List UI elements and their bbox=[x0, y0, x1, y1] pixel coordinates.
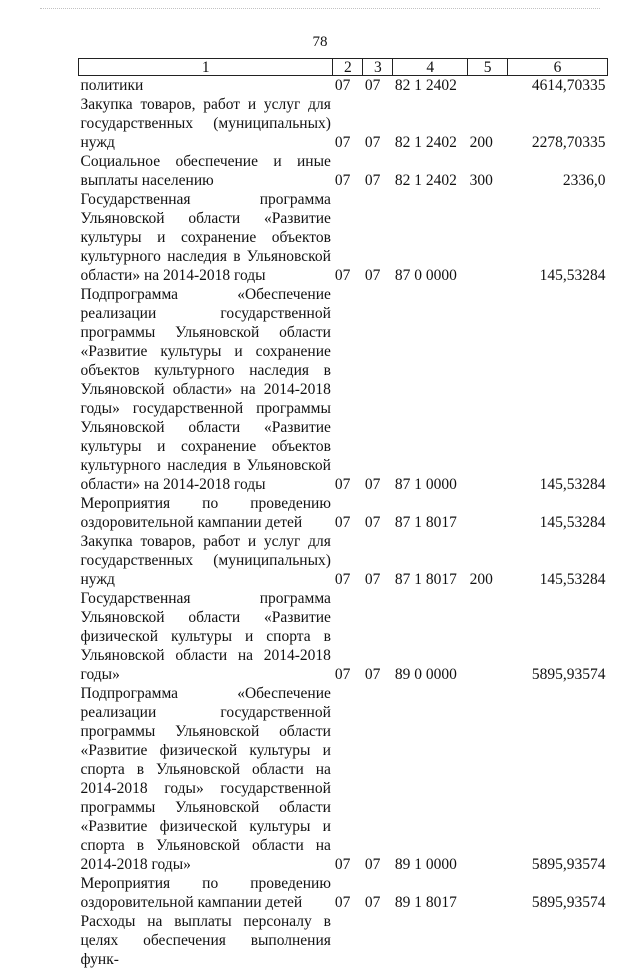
row-code-expense-type bbox=[468, 494, 508, 532]
row-code-subsection: 07 bbox=[363, 190, 393, 285]
row-code-expense-type bbox=[468, 190, 508, 285]
row-name: политики bbox=[79, 76, 333, 96]
row-code-section: 07 bbox=[333, 152, 363, 190]
table-row bbox=[79, 494, 608, 532]
row-code-target: 87 1 8017 bbox=[393, 532, 468, 589]
row-code-subsection: 07 bbox=[363, 95, 393, 152]
row-code-expense-type bbox=[468, 76, 508, 96]
row-code-subsection: 07 bbox=[363, 874, 393, 912]
row-code-target: 87 1 0000 bbox=[393, 285, 468, 494]
header-col-6: 6 bbox=[508, 59, 608, 76]
row-code-target: 82 1 2402 bbox=[393, 95, 468, 152]
row-amount: 2336,0 bbox=[508, 152, 608, 190]
row-code-subsection: 07 bbox=[363, 532, 393, 589]
header-col-4: 4 bbox=[393, 59, 468, 76]
row-code-subsection bbox=[363, 912, 393, 969]
row-name: Социальное обеспечение и иные выплаты населению bbox=[79, 152, 333, 190]
table-row bbox=[79, 95, 608, 152]
header-col-5: 5 bbox=[468, 59, 508, 76]
row-code-target: 87 1 8017 bbox=[393, 494, 468, 532]
table-row bbox=[79, 152, 608, 190]
table-row bbox=[79, 684, 608, 874]
row-amount bbox=[508, 912, 608, 969]
header-row bbox=[79, 59, 608, 76]
row-code-section: 07 bbox=[333, 76, 363, 96]
row-name: Расходы на выплаты персоналу в целях обеспечения выполнения функ- bbox=[79, 912, 333, 969]
row-amount: 145,53284 bbox=[508, 494, 608, 532]
budget-table bbox=[78, 58, 608, 969]
row-code-expense-type: 200 bbox=[468, 95, 508, 152]
row-code-section: 07 bbox=[333, 684, 363, 874]
row-amount: 2278,70335 bbox=[508, 95, 608, 152]
row-name: Закупка товаров, работ и услуг для государственных (муниципальных) нужд bbox=[79, 95, 333, 152]
row-code-section: 07 bbox=[333, 285, 363, 494]
row-code-target: 82 1 2402 bbox=[393, 76, 468, 96]
row-name: Мероприятия по проведению оздоровительной кампании детей bbox=[79, 494, 333, 532]
row-name: Государственная программа Ульяновской области «Развитие культуры и сохранение объектов культурного наследия в Ульяновской области» на 2014-2018 годы bbox=[79, 190, 333, 285]
row-code-section: 07 bbox=[333, 589, 363, 684]
row-code-section: 07 bbox=[333, 532, 363, 589]
scan-noise-line bbox=[40, 8, 600, 11]
row-code-section: 07 bbox=[333, 494, 363, 532]
row-amount: 145,53284 bbox=[508, 285, 608, 494]
table-row bbox=[79, 589, 608, 684]
page-number: 78 bbox=[0, 34, 640, 51]
header-col-1: 1 bbox=[79, 59, 333, 76]
table-body bbox=[79, 76, 608, 969]
row-amount: 5895,93574 bbox=[508, 874, 608, 912]
row-code-subsection: 07 bbox=[363, 589, 393, 684]
row-amount: 5895,93574 bbox=[508, 589, 608, 684]
row-amount: 145,53284 bbox=[508, 190, 608, 285]
row-code-subsection: 07 bbox=[363, 494, 393, 532]
row-code-expense-type bbox=[468, 684, 508, 874]
row-code-target: 82 1 2402 bbox=[393, 152, 468, 190]
row-code-expense-type: 300 bbox=[468, 152, 508, 190]
row-code-expense-type bbox=[468, 874, 508, 912]
row-amount: 145,53284 bbox=[508, 532, 608, 589]
header-col-3: 3 bbox=[363, 59, 393, 76]
table-row bbox=[79, 874, 608, 912]
row-code-expense-type: 200 bbox=[468, 532, 508, 589]
row-name: Государственная программа Ульяновской области «Развитие физической культуры и спорта в Ульяновской области на 2014-2018 годы» bbox=[79, 589, 333, 684]
row-name: Мероприятия по проведению оздоровительной кампании детей bbox=[79, 874, 333, 912]
row-code-section: 07 bbox=[333, 190, 363, 285]
table-row bbox=[79, 912, 608, 969]
row-code-target: 89 0 0000 bbox=[393, 589, 468, 684]
header-col-2: 2 bbox=[333, 59, 363, 76]
table-row bbox=[79, 190, 608, 285]
row-code-target bbox=[393, 912, 468, 969]
table-row bbox=[79, 285, 608, 494]
table-header bbox=[79, 59, 608, 76]
row-code-subsection: 07 bbox=[363, 76, 393, 96]
row-code-expense-type bbox=[468, 912, 508, 969]
table-row bbox=[79, 532, 608, 589]
row-code-expense-type bbox=[468, 589, 508, 684]
row-name: Закупка товаров, работ и услуг для государственных (муниципальных) нужд bbox=[79, 532, 333, 589]
row-code-section: 07 bbox=[333, 874, 363, 912]
row-name: Подпрограмма «Обеспечение реализации государственной программы Ульяновской области «Развитие культуры и сохранение объектов культурного наследия в Ульяновской области» на 2014-2018 годы» государственной программы Ульяновской области «Развитие культуры и сохранение объектов культурного наследия в Ульяновской области» на 2014-2018 годы bbox=[79, 285, 333, 494]
row-code-section bbox=[333, 912, 363, 969]
row-code-target: 89 1 8017 bbox=[393, 874, 468, 912]
row-amount: 4614,70335 bbox=[508, 76, 608, 96]
row-code-subsection: 07 bbox=[363, 152, 393, 190]
row-code-target: 87 0 0000 bbox=[393, 190, 468, 285]
row-code-subsection: 07 bbox=[363, 684, 393, 874]
row-amount: 5895,93574 bbox=[508, 684, 608, 874]
row-code-target: 89 1 0000 bbox=[393, 684, 468, 874]
row-name: Подпрограмма «Обеспечение реализации государственной программы Ульяновской области «Развитие физической культуры и спорта в Ульяновской области на 2014-2018 годы» государственной программы Ульяновской области «Развитие физической культуры и спорта в Ульяновской области на 2014-2018 годы» bbox=[79, 684, 333, 874]
table-row bbox=[79, 76, 608, 96]
row-code-expense-type bbox=[468, 285, 508, 494]
row-code-section: 07 bbox=[333, 95, 363, 152]
row-code-subsection: 07 bbox=[363, 285, 393, 494]
